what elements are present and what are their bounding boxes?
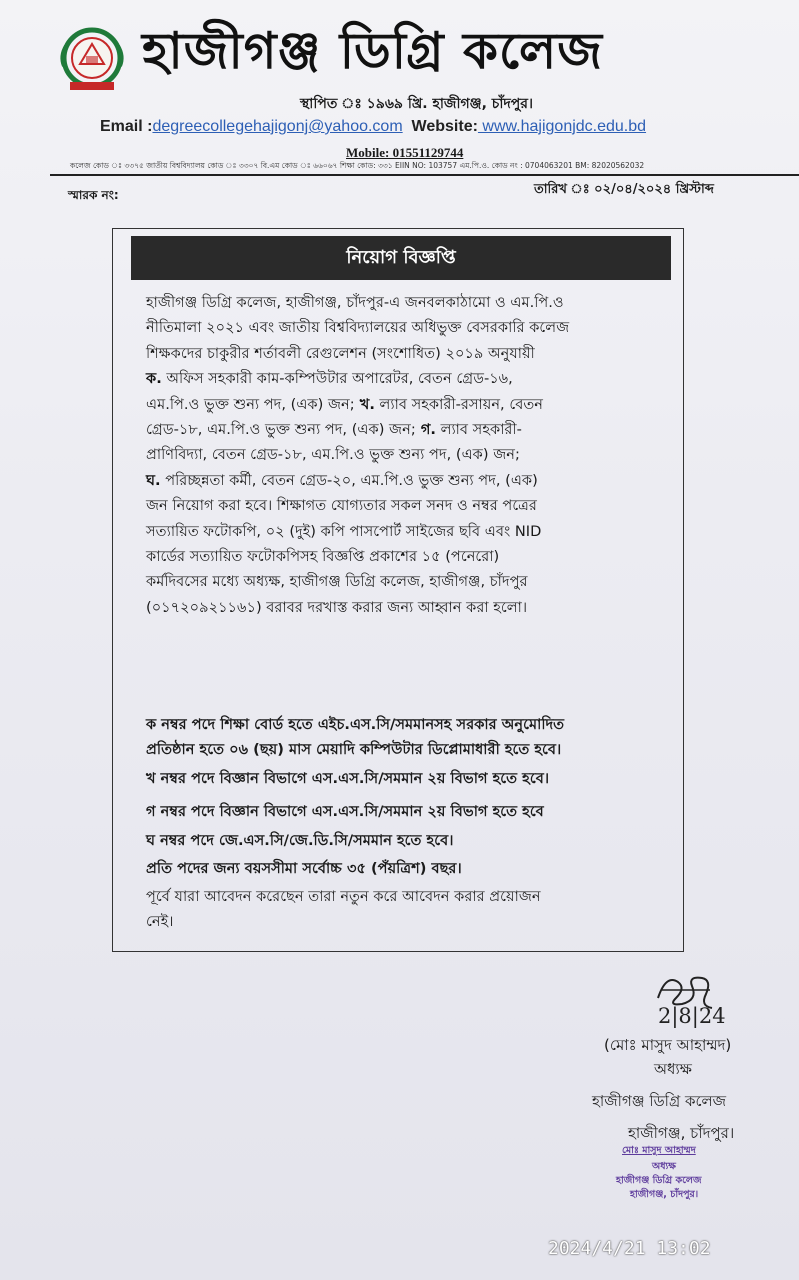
post-marker-ka: ক. <box>146 370 162 388</box>
note-line1: পূর্বে যারা আবেদন করেছেন তারা নতুন করে আবেদন করার প্রয়োজন <box>146 888 541 905</box>
photo-timestamp: 2024/4/21 13:02 <box>548 1238 711 1259</box>
body-line: এম.পি.ও ভুক্ত শুন্য পদ, (এক) জন; খ. ল্যাব সহকারী-রসায়ন, বেতন <box>146 395 544 413</box>
email-label: Email : <box>100 118 153 135</box>
contact-line <box>100 118 646 136</box>
post-marker-gha: ঘ. <box>146 471 161 489</box>
seal-name: মোঃ মাসুদ আহাম্মদ <box>622 1145 696 1156</box>
body-line: কর্মদিবসের মধ্যে অধ্যক্ষ, হাজীগঞ্জ ডিগ্রি কলেজ, হাজীগঞ্জ, চাঁদপুর <box>146 573 528 591</box>
body-line: প্রাণিবিদ্যা, বেতন গ্রেড-১৮, এম.পি.ও ভুক্ত শুন্য পদ, (এক) জন; <box>146 446 520 464</box>
header-divider <box>50 174 799 176</box>
letter-date: তারিখ ঃ ০২/০৪/২০২৪ খ্রিস্টাব্দ <box>534 182 714 197</box>
signature-date: 2|8|24 <box>658 1004 726 1028</box>
requirement-gha: ঘ নম্বর পদে জে.এস.সি/জে.ডি.সি/সমমান হতে হবে। <box>146 832 454 849</box>
body-line: ঘ. পরিচ্ছন্নতা কর্মী, বেতন গ্রেড-২০, এম.পি.ও ভুক্ত শুন্য পদ, (এক) <box>146 471 538 489</box>
body-line: হাজীগঞ্জ ডিগ্রি কলেজ, হাজীগঞ্জ, চাঁদপুর-এ জনবলকাঠামো ও এম.পি.ও <box>146 294 564 311</box>
principal-designation: অধ্যক্ষ <box>654 1060 692 1078</box>
college-name: হাজীগঞ্জ ডিগ্রি কলেজ <box>142 21 604 80</box>
notice-body <box>146 290 676 620</box>
institution-codes: কলেজ কোড ঃ ৩৩৭৫ জাতীয় বিশ্ববিদ্যালয় কোড ঃ ৩৩০৭ বি.এম কোড ঃ ৬৬০৬৭ শিক্ষা কোড: ৩৩১ EIIN NO: 103757 এম.পি.ও. কোড নং : 0704063201 BM: 82020562032 <box>70 161 645 170</box>
requirement-kha: খ নম্বর পদে বিজ্ঞান বিভাগে এস.এস.সি/সমমান ২য় বিভাগ হতে হবে। <box>146 770 550 787</box>
requirement-ka-line1: ক নম্বর পদে শিক্ষা বোর্ড হতে এইচ.এস.সি/সমমানসহ সরকার অনুমোদিত <box>146 716 565 733</box>
principal-name: (মোঃ মাসুদ আহাম্মদ) <box>604 1036 732 1054</box>
notice-title: নিয়োগ বিজ্ঞপ্তি <box>131 236 671 280</box>
post-marker-ga: গ. <box>415 421 436 439</box>
post-marker-kha: খ. <box>354 395 375 413</box>
seal-designation: অধ্যক্ষ <box>652 1161 677 1172</box>
requirement-ga: গ নম্বর পদে বিজ্ঞান বিভাগে এস.এস.সি/সমমান ২য় বিভাগ হতে হবে <box>146 803 544 820</box>
principal-place: হাজীগঞ্জ, চাঁদপুর। <box>628 1124 735 1142</box>
email-link[interactable]: degreecollegehajigonj@yahoo.com <box>152 118 403 135</box>
requirement-ka-line2: প্রতিষ্ঠান হতে ০৬ (ছয়) মাস মেয়াদি কম্পিউটার ডিপ্লোমাধারী হতে হবে। <box>146 741 562 758</box>
body-line: ক. অফিস সহকারী কাম-কম্পিউটার অপারেটর, বেতন গ্রেড-১৬, <box>146 370 513 388</box>
college-logo <box>56 26 128 94</box>
body-line: শিক্ষকদের চাকুরীর শর্তাবলী রেগুলেশন (সংশোধিত) ২০১৯ অনুযায়ী <box>146 344 535 362</box>
body-line: সত্যায়িত ফটোকপি, ০২ (দুই) কপি পাসপোর্ট সাইজের ছবি এবং NID <box>146 522 542 540</box>
body-line: জন নিয়োগ করা হবে। শিক্ষাগত যোগ্যতার সকল সনদ ও নম্বর পত্রের <box>146 497 537 515</box>
age-limit: প্রতি পদের জন্য বয়সসীমা সর্বোচ্চ ৩৫ (পঁয়ত্রিশ) বছর। <box>146 860 462 877</box>
body-line: কার্ডের সত্যায়িত ফটোকপিসহ বিজ্ঞপ্তি প্রকাশের ১৫ (পনেরো) <box>146 548 500 566</box>
body-line: গ্রেড-১৮, এম.পি.ও ভুক্ত শুন্য পদ, (এক) জন; গ. ল্যাব সহকারী- <box>146 421 522 439</box>
established-line: স্থাপিত ঃ ১৯৬৯ খ্রি. হাজীগঞ্জ, চাঁদপুর। <box>300 96 533 112</box>
seal-college: হাজীগঞ্জ ডিগ্রি কলেজ <box>616 1175 702 1186</box>
seal-place: হাজীগঞ্জ, চাঁদপুর। <box>630 1189 699 1200</box>
body-line: নীতিমালা ২০২১ এবং জাতীয় বিশ্ববিদ্যালয়ের অধিভুক্ত বেসরকারি কলেজ <box>146 319 570 337</box>
principal-college: হাজীগঞ্জ ডিগ্রি কলেজ <box>592 1092 727 1110</box>
mobile-number: Mobile: 01551129744 <box>346 145 464 160</box>
website-label: Website: <box>411 118 478 135</box>
website-link[interactable]: www.hajigonjdc.edu.bd <box>477 118 647 135</box>
note-line2: নেই। <box>146 913 174 930</box>
memo-number-label: স্মারক নং: <box>68 188 119 202</box>
body-line: (০১৭২০৯২১১৬১) বরাবর দরখাস্ত করার জন্য আহ্বান করা হলো। <box>146 598 528 616</box>
